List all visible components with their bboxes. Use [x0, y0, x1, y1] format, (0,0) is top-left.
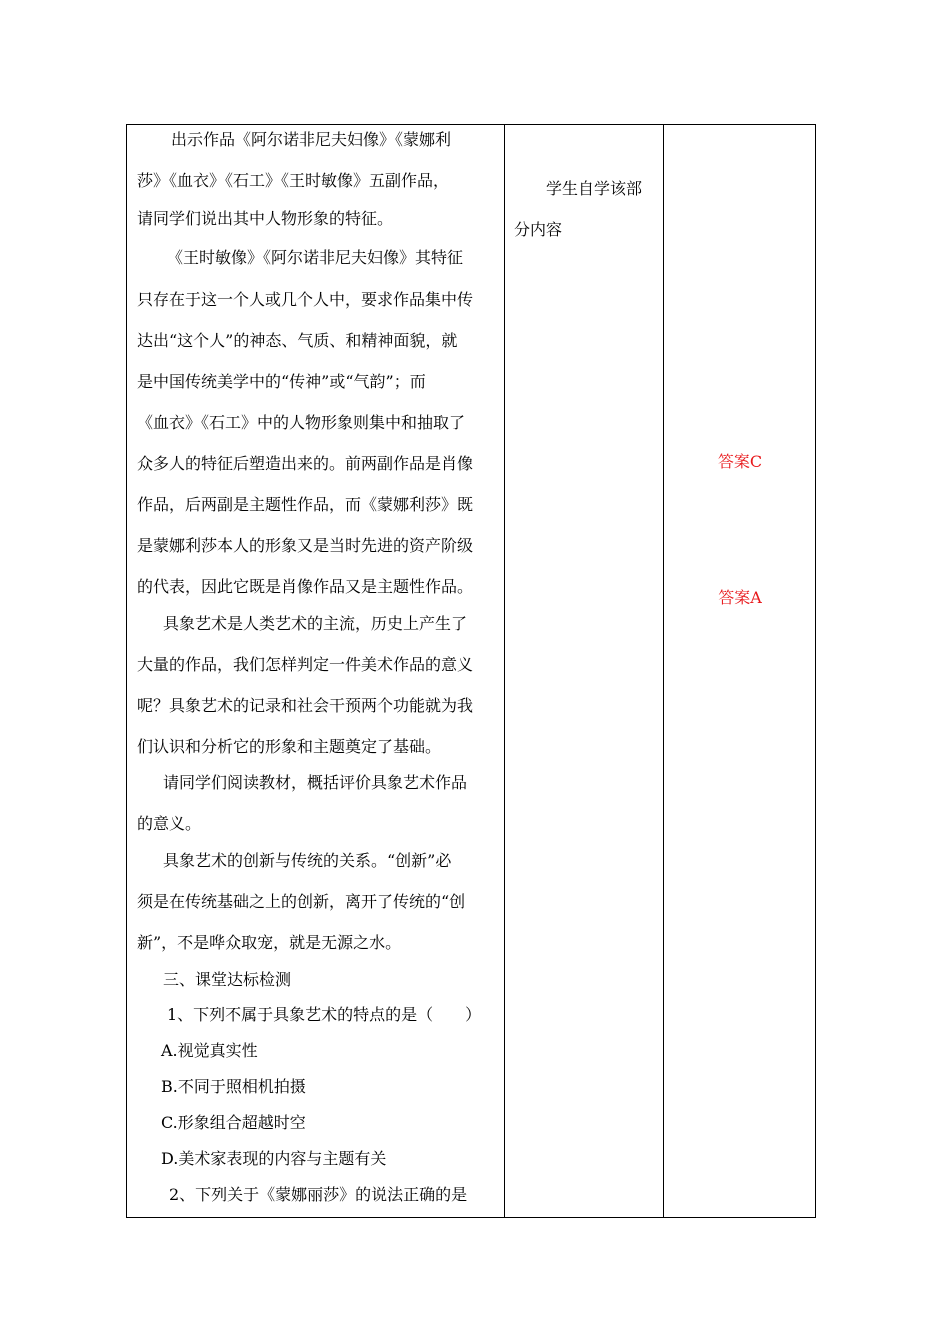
teaching-content-cell [127, 125, 504, 1217]
text-line: 须是在传统基础之上的创新，离开了传统的“创 [137, 892, 466, 911]
text-line: 出示作品《阿尔诺非尼夫妇像》《蒙娜利 [171, 130, 452, 149]
text-line: 是蒙娜利莎本人的形象又是当时先进的资产阶级 [137, 536, 474, 555]
text-line: 达出“这个人”的神态、气质、和精神面貌，就 [137, 331, 458, 350]
text-line: 具象艺术是人类艺术的主流，历史上产生了 [163, 614, 468, 633]
question-option: D.美术家表现的内容与主题有关 [161, 1149, 387, 1168]
student-activity-text: 分内容 [514, 220, 563, 239]
text-line: 请同学们阅读教材，概括评价具象艺术作品 [163, 773, 468, 792]
text-line: 《血衣》《石工》中的人物形象则集中和抽取了 [137, 413, 466, 432]
answer-label: 答案C [717, 452, 763, 471]
question-stem: 2、下列关于《蒙娜丽莎》的说法正确的是 [169, 1185, 468, 1204]
text-line: 《王时敏像》《阿尔诺非尼夫妇像》其特征 [167, 248, 464, 267]
question-option: A.视觉真实性 [161, 1041, 258, 1060]
text-line: 众多人的特征后塑造出来的。前两副作品是肖像 [137, 454, 474, 473]
text-line: 的代表，因此它既是肖像作品又是主题性作品。 [137, 577, 474, 596]
answer-notes-cell [663, 125, 817, 1217]
answer-label: 答案A [718, 588, 762, 607]
student-activity-text: 学生自学该部 [546, 179, 643, 198]
text-line: 作品，后两副是主题性作品，而《蒙娜利莎》既 [137, 495, 474, 514]
text-line: 请同学们说出其中人物形象的特征。 [137, 209, 394, 228]
text-line: 呢？具象艺术的记录和社会干预两个功能就为我 [137, 696, 474, 715]
section-heading: 三、课堂达标检测 [163, 970, 292, 989]
question-option: B.不同于照相机拍摄 [161, 1077, 306, 1096]
text-line: 具象艺术的创新与传统的关系。“创新”必 [163, 851, 452, 870]
text-line: 的意义。 [137, 814, 202, 833]
text-line: 是中国传统美学中的“传神”或“气韵”；而 [137, 372, 426, 391]
lesson-table [126, 124, 816, 1218]
student-activity-cell [504, 125, 663, 1217]
text-line: 大量的作品，我们怎样判定一件美术作品的意义 [137, 655, 474, 674]
text-line: 只存在于这一个人或几个人中，要求作品集中传 [137, 290, 474, 309]
text-line: 莎》《血衣》《石工》《王时敏像》五副作品， [137, 171, 450, 190]
question-option: C.形象组合超越时空 [161, 1113, 306, 1132]
text-line: 新”，不是哗众取宠，就是无源之水。 [137, 933, 402, 952]
text-line: 们认识和分析它的形象和主题奠定了基础。 [137, 737, 442, 756]
question-stem: 1、下列不属于具象艺术的特点的是（ ） [167, 1005, 482, 1024]
